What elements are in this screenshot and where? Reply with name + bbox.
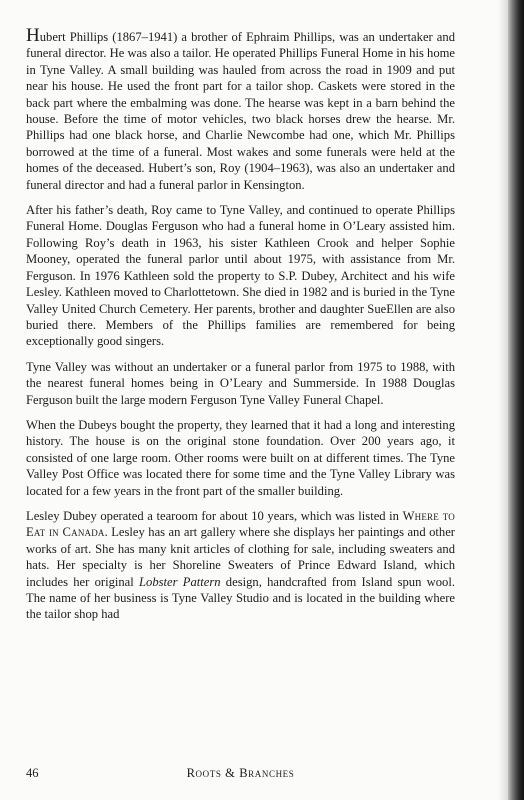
paragraph-4: When the Dubeys bought the property, they learned that it had a long and interesting history. The house is on the original stone foundation. Over 200 years ago, it consisted of one large room. Other rooms were built on at different times. The Tyne Valley Post Office was located there for some time and the Tyne Valley Library was located for a few years in the front part of the smaller building. bbox=[26, 417, 455, 498]
paragraph-3: Tyne Valley was without an undertaker or a funeral parlor from 1975 to 1988, with the nearest funeral homes being in O’Leary and Summerside. In 1988 Douglas Ferguson built the large modern Ferguson Tyne Valley Funeral Chapel. bbox=[26, 359, 455, 407]
gutter-shadow bbox=[498, 0, 508, 800]
paragraph-5-text-b: . Lesley has an art gallery where she displays her paintings and other works of art. She has many knit articles of clothing for sale, including sweaters and hats. Her specialty is her Shoreline Sweaters of Prince Edward Island, which includes her original bbox=[26, 525, 455, 589]
book-spine bbox=[508, 0, 524, 800]
body-text bbox=[26, 25, 455, 632]
page-number: 46 bbox=[26, 766, 39, 780]
paragraph-5 bbox=[26, 508, 455, 623]
paragraph-1 bbox=[26, 25, 455, 193]
paragraph-2: After his father’s death, Roy came to Tyne Valley, and continued to operate Phillips Funeral Home. Douglas Ferguson who had a funeral home in O’Leary assisted him. Following Roy’s death in 1963, his sister Kathleen Crook and helper Sophie Mooney, operated the funeral parlor until about 1975, with assistance from Mr. Ferguson. In 1976 Kathleen sold the property to S.P. Dubey, Architect and his wife Lesley. Kathleen moved to Charlottetown. She died in 1982 and is buried in the Tyne Valley United Church Cemetery. Her parents, brother and daughter SueEllen are also buried there. Members of the Phillips families are remembered for being exceptionally good singers. bbox=[26, 203, 455, 349]
paragraph-5-text-c: design, handcrafted from Island spun wool. The name of her business is Tyne Valley Studio and is located in the building where the tailor shop had bbox=[26, 574, 455, 622]
paragraph-1-text: ubert Phillips (1867–1941) a brother of Ephraim Phillips, was an undertaker and funeral director. He was also a tailor. He operated Phillips Funeral Home in his home in Tyne Valley. A small building was hauled from across the road in 1909 and put near his house. He used the front part for a tailor shop. Caskets were stored in the back part where the embalming was done. The hearse was kept in a barn behind the house. Before the time of motor vehicles, two black horses drew the hearse. Mr. Phillips had one black horse, and Charlie Newcombe had one, which Mr. Phillips borrowed at the time of a funeral. Most wakes and some funerals were held at the homes of the deceased. Hubert’s son, Roy (1904–1963), was also an undertaker and funeral director and had a funeral parlor in Kensington. bbox=[26, 30, 455, 192]
publication-title: Where to Eat in Canada bbox=[26, 508, 455, 540]
pattern-name: Lobster Pattern bbox=[139, 574, 221, 589]
running-title: Roots & Branches bbox=[186, 766, 295, 780]
paragraph-5-text-a: Lesley Dubey operated a tearoom for about 10 years, which was listed in bbox=[26, 508, 403, 523]
page-footer bbox=[26, 766, 455, 782]
drop-cap: H bbox=[26, 25, 40, 46]
